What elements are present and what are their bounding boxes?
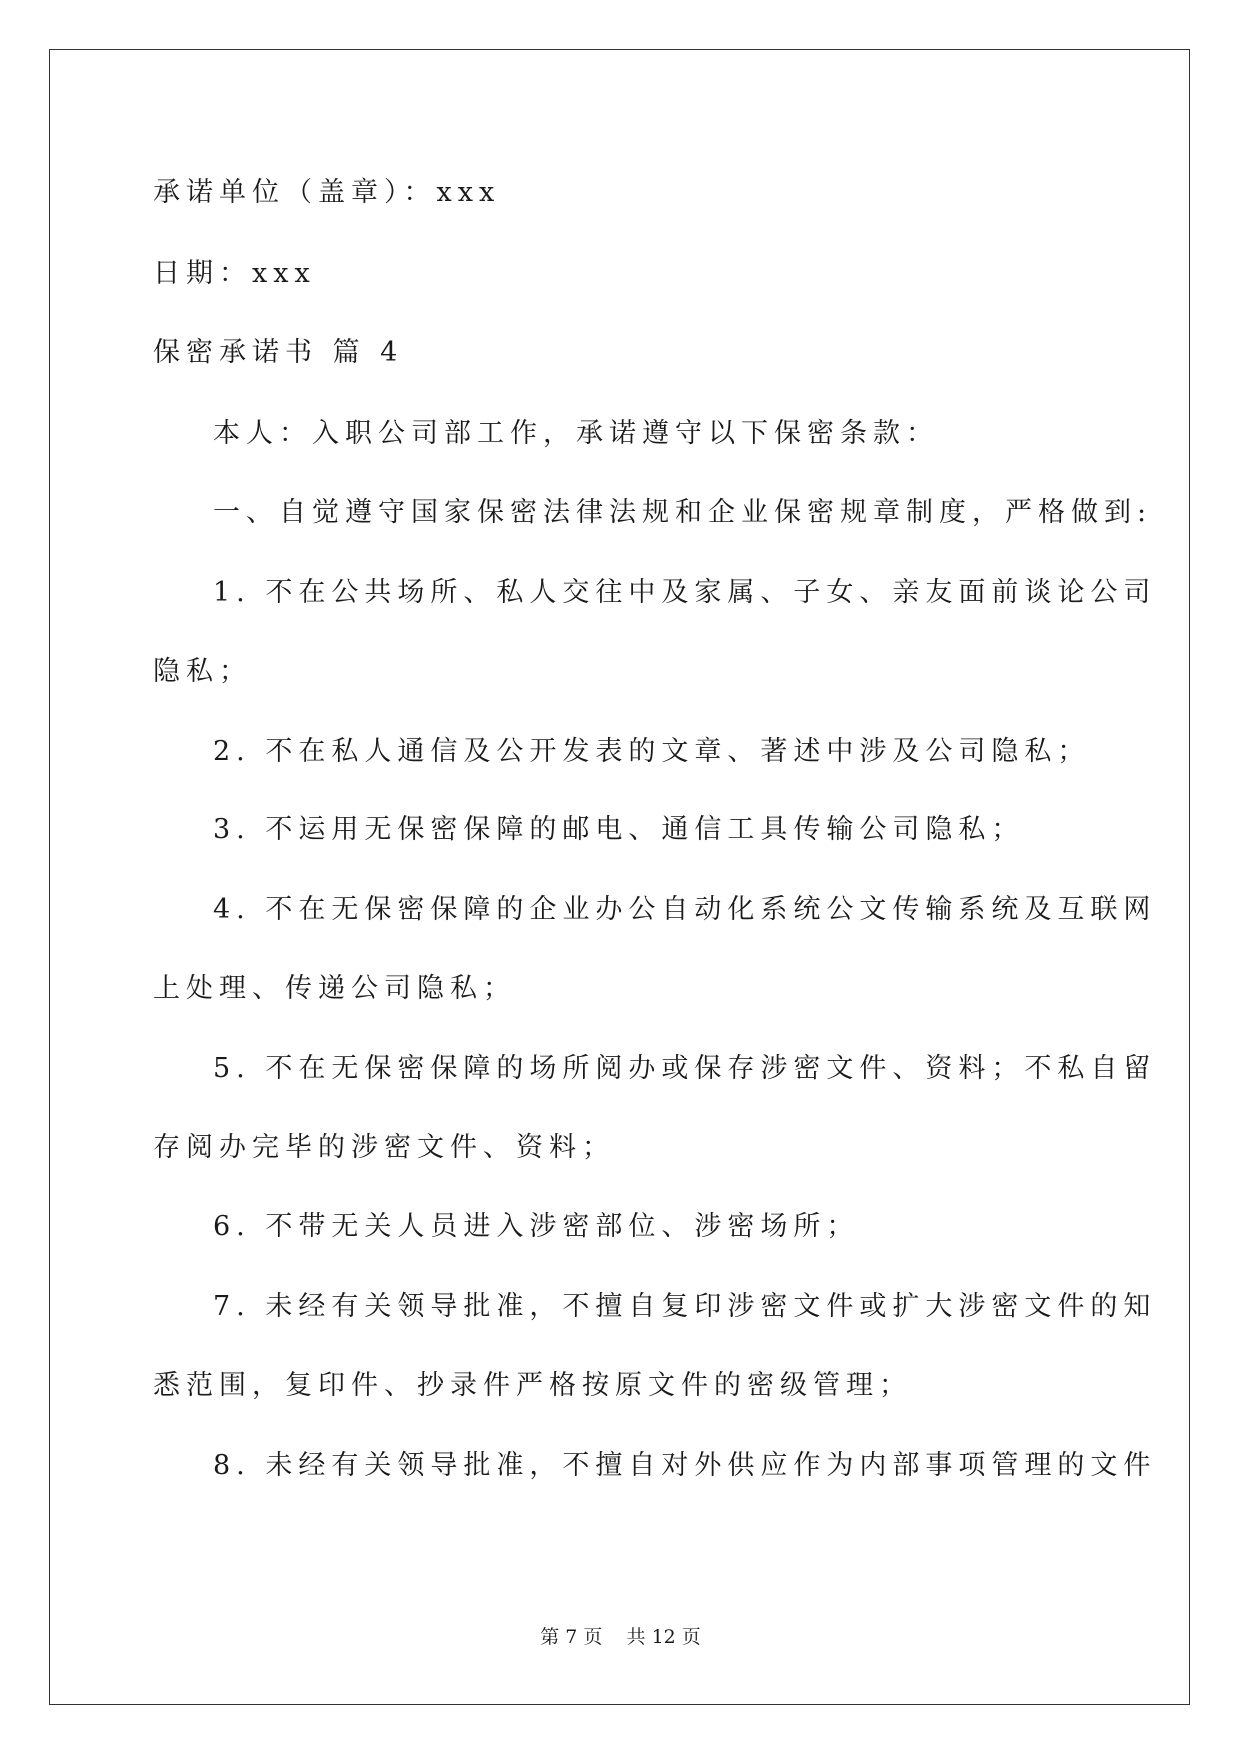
item-1-line-2: 隐私； [153, 656, 252, 687]
item-5-line-2: 存阅办完毕的涉密文件、资料； [153, 1132, 615, 1163]
item-7-line-2: 悉范围，复印件、抄录件严格按原文件的密级管理； [153, 1370, 912, 1401]
intro-paragraph: 本人：入职公司部工作，承诺遵守以下保密条款： [213, 418, 939, 449]
item-4-line-2: 上处理、传递公司隐私； [153, 973, 516, 1004]
item-2: 2. 不在私人通信及公开发表的文章、著述中涉及公司隐私； [213, 736, 1091, 767]
item-7-line-1: 7. 未经有关领导批准，不擅自复印涉密文件或扩大涉密文件的知 [213, 1291, 1157, 1322]
item-1-line-1: 1. 不在公共场所、私人交往中及家属、子女、亲友面前谈论公司 [213, 577, 1157, 608]
item-3: 3. 不运用无保密保障的邮电、通信工具传输公司隐私； [213, 814, 1025, 845]
date-line: 日期：xxx [153, 258, 316, 289]
clause-heading: 一、自觉遵守国家保密法律法规和企业保密规章制度，严格做到: [213, 497, 1153, 528]
item-6: 6. 不带无关人员进入涉密部位、涉密场所； [213, 1211, 860, 1242]
signing-unit-line: 承诺单位（盖章）：xxx [153, 177, 501, 208]
item-5-line-1: 5. 不在无保密保障的场所阅办或保存涉密文件、资料；不私自留 [213, 1053, 1157, 1084]
item-8-line-1: 8. 未经有关领导批准，不擅自对外供应作为内部事项管理的文件 [213, 1450, 1157, 1481]
page-number-footer: 第 7 页 共 12 页 [540, 1626, 701, 1648]
section-title: 保密承诺书 篇 4 [153, 337, 404, 368]
item-4-line-1: 4. 不在无保密保障的企业办公自动化系统公文传输系统及互联网 [213, 894, 1157, 925]
